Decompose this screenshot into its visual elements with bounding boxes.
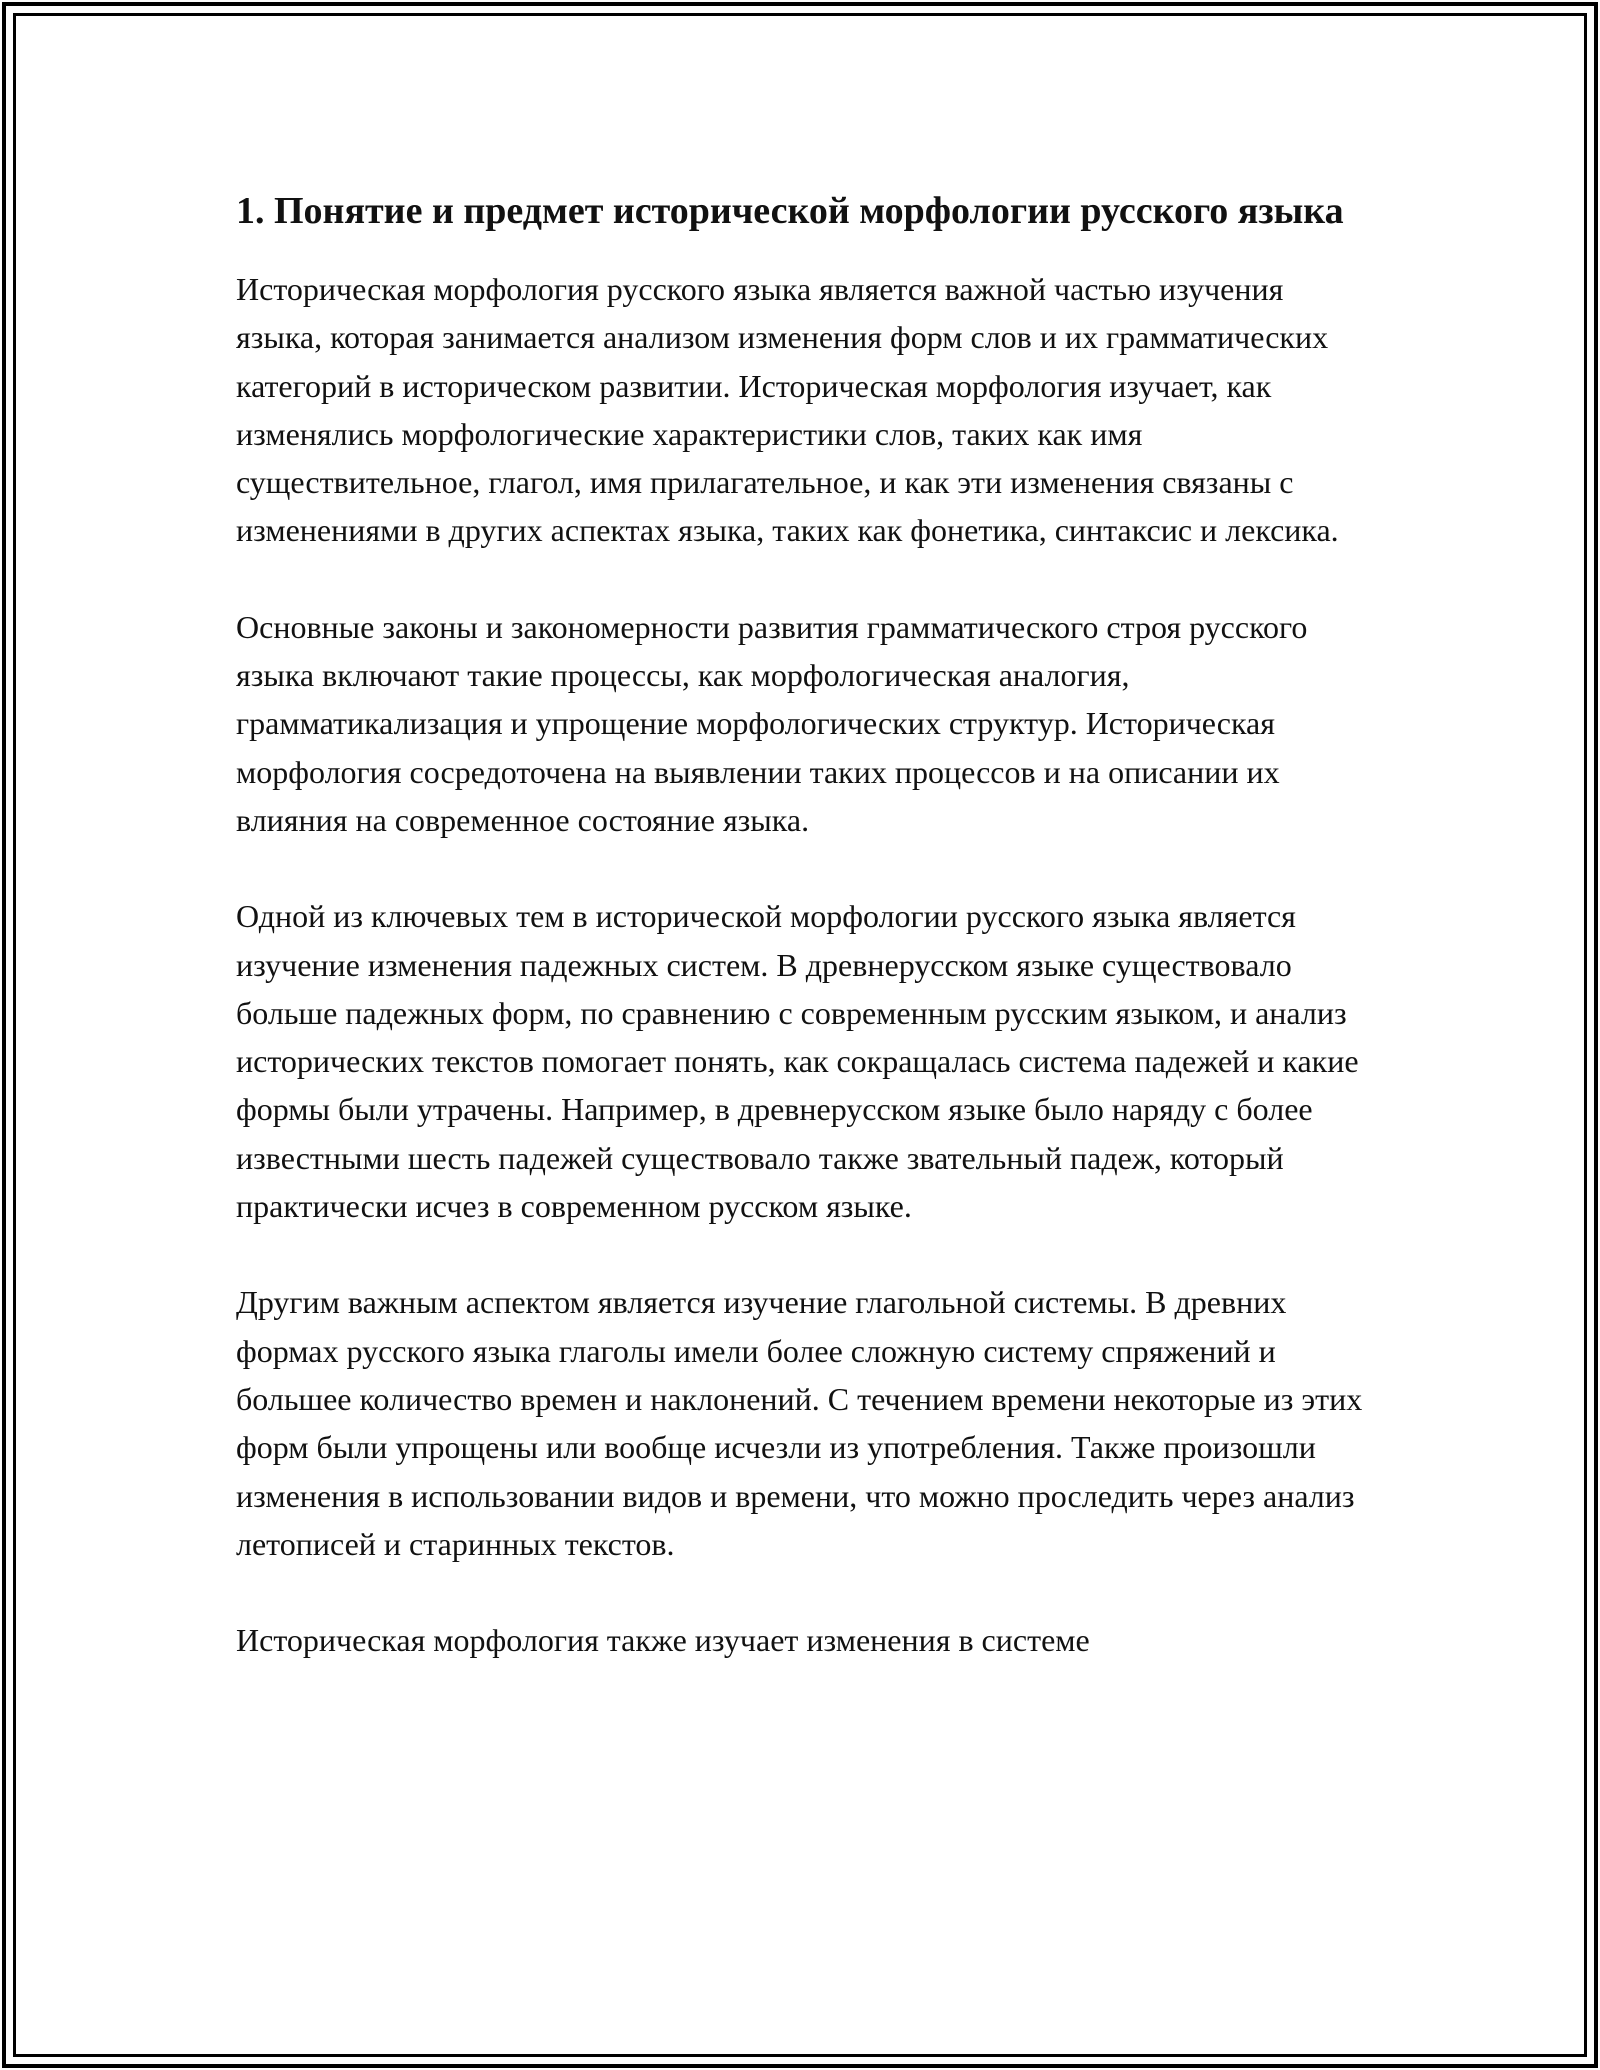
paragraph-case-systems: Одной из ключевых тем в исторической морфологии русского языка является изучение изменения падежных систем. В древнерусском языке существовало больше падежных форм, по сравнению с современным русским языком, и анализ исторических текстов помогает понять, как сокращалась система падежей и какие формы были утрачены. Например, в древнерусском языке было наряду с более известными шесть падежей существовало также звательный падеж, который практически исчез в современном русском языке.: [236, 898, 1359, 1225]
paragraph-intro: Историческая морфология русского языка является важной частью изучения языка, которая занимается анализом изменения форм слов и их грамматических категорий в историческом развитии. Историческая морфология изучает, как изменялись морфологические характеристики слов, таких как имя существительное, глагол, имя прилагательное, и как эти изменения связаны с изменениями в других аспектах языка, таких как фонетика, синтаксис и лексика.: [236, 271, 1339, 549]
document-content: [236, 184, 1376, 1712]
paragraph-laws: Основные законы и закономерности развития грамматического строя русского языка включают такие процессы, как морфологическая аналогия, грамматикализация и упрощение морфологических структур. Историческая морфология сосредоточена на выявлении таких процессов и на описании их влияния на современное состояние языка.: [236, 608, 1308, 838]
section-heading: 1. Понятие и предмет исторической морфологии русского языка: [236, 190, 1344, 232]
paragraph-verb-system: Другим важным аспектом является изучение глагольной системы. В древних формах русского языка глаголы имели более сложную систему спряжений и большее количество времен и наклонений. С течением времени некоторые из этих форм были упрощены или вообще исчезли из употребления. Также произошли изменения в использовании видов и времени, что можно проследить через анализ летописей и старинных текстов.: [236, 1284, 1363, 1562]
paragraph-continued: Историческая морфология также изучает изменения в системе: [236, 1622, 1090, 1659]
